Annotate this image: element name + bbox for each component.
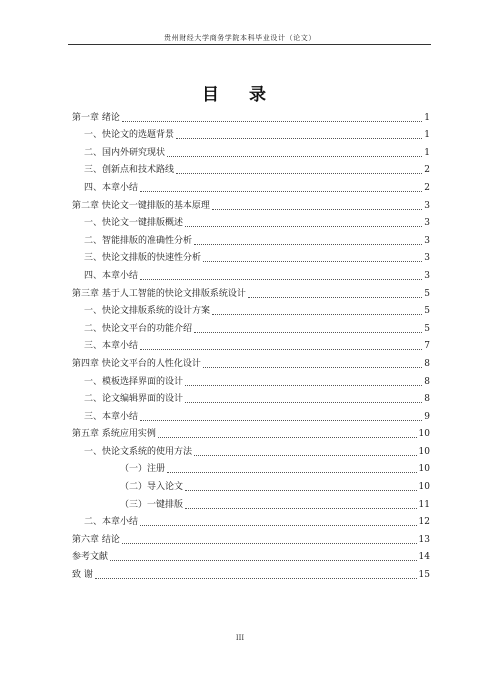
dot-leader bbox=[185, 490, 417, 491]
toc-entry[interactable] bbox=[72, 475, 430, 493]
dot-leader bbox=[212, 314, 422, 315]
toc-entry[interactable] bbox=[72, 106, 430, 124]
toc-entry[interactable] bbox=[72, 247, 430, 265]
toc-entry[interactable] bbox=[72, 352, 430, 370]
toc-entry[interactable] bbox=[72, 176, 430, 194]
toc-entry[interactable] bbox=[72, 124, 430, 142]
toc-entry-label: 第一章 绪论 bbox=[72, 112, 120, 123]
toc-entry-label: 第三章 基于人工智能的快论文排版系统设计 bbox=[72, 288, 246, 299]
toc-entry-page: 15 bbox=[418, 570, 430, 581]
dot-leader bbox=[176, 138, 422, 139]
toc-entry[interactable] bbox=[72, 317, 430, 335]
toc-entry-page: 10 bbox=[418, 446, 430, 457]
toc-entry[interactable] bbox=[72, 300, 430, 318]
toc-entry[interactable] bbox=[72, 388, 430, 406]
toc-entry[interactable] bbox=[72, 440, 430, 458]
dot-leader bbox=[194, 455, 417, 456]
toc-entry-page: 11 bbox=[418, 499, 430, 510]
toc-entry-page: 13 bbox=[418, 534, 430, 545]
dot-leader bbox=[140, 349, 422, 350]
toc-entry-label: 第二章 快论文一键排版的基本原理 bbox=[72, 200, 210, 211]
toc-entry-label: 一、快论文的选题背景 bbox=[84, 130, 175, 141]
toc-entry-page: 1 bbox=[424, 147, 430, 158]
toc-entry[interactable] bbox=[72, 405, 430, 423]
toc-entry-page: 14 bbox=[418, 552, 430, 563]
toc-entry-page: 2 bbox=[424, 165, 430, 176]
toc-entry-page: 1 bbox=[424, 112, 430, 123]
toc-entry-label: 三、创新点和技术路线 bbox=[84, 165, 175, 176]
dot-leader bbox=[122, 121, 422, 122]
toc-entry-label: 致 谢 bbox=[72, 570, 93, 581]
running-header: 贵州财经大学商务学院本科毕业设计（论文） bbox=[164, 34, 316, 42]
dot-leader bbox=[176, 173, 422, 174]
toc-entry-page: 5 bbox=[424, 323, 430, 334]
toc-entry-page: 7 bbox=[424, 341, 430, 352]
toc-entry-page: 10 bbox=[418, 482, 430, 493]
toc-entry[interactable] bbox=[72, 141, 430, 159]
toc-entry-label: 一、快论文系统的使用方法 bbox=[84, 446, 193, 457]
dot-leader bbox=[140, 191, 422, 192]
toc-entry-label: 四、本章小结 bbox=[84, 270, 139, 281]
dot-leader bbox=[185, 402, 422, 403]
toc-entry-page: 5 bbox=[424, 288, 430, 299]
toc-entry-label: 一、快论文一键排版概述 bbox=[84, 218, 184, 229]
dot-leader bbox=[110, 560, 417, 561]
dot-leader bbox=[167, 472, 417, 473]
toc-entry[interactable] bbox=[72, 546, 430, 564]
dot-leader bbox=[203, 261, 422, 262]
dot-leader bbox=[158, 437, 417, 438]
toc-entry[interactable] bbox=[72, 528, 430, 546]
toc-entry-page: 3 bbox=[424, 218, 430, 229]
toc-entry[interactable] bbox=[72, 511, 430, 529]
toc-entry-page: 3 bbox=[424, 270, 430, 281]
toc-entry[interactable] bbox=[72, 493, 430, 511]
dot-leader bbox=[167, 156, 422, 157]
toc-entry[interactable] bbox=[72, 335, 430, 353]
toc-entry-page: 5 bbox=[424, 306, 430, 317]
dot-leader bbox=[203, 367, 422, 368]
dot-leader bbox=[194, 244, 422, 245]
dot-leader bbox=[185, 226, 422, 227]
dot-leader bbox=[140, 420, 422, 421]
toc-entry-label: 三、本章小结 bbox=[84, 341, 139, 352]
toc-entry[interactable] bbox=[72, 264, 430, 282]
dot-leader bbox=[140, 525, 417, 526]
dot-leader bbox=[185, 385, 422, 386]
dot-leader bbox=[248, 297, 422, 298]
toc-entry-label: 二、智能排版的准确性分析 bbox=[84, 235, 193, 246]
toc-entry-page: 2 bbox=[424, 182, 430, 193]
dot-leader bbox=[194, 332, 422, 333]
toc-entry-label: 参考文献 bbox=[72, 552, 109, 563]
toc-entry-label: 四、本章小结 bbox=[84, 182, 139, 193]
toc-entry[interactable] bbox=[72, 282, 430, 300]
toc-entry-label: （一）注册 bbox=[120, 464, 166, 475]
toc-entry-label: （三）一键排版 bbox=[120, 499, 184, 510]
toc-entry-label: 第五章 系统应用实例 bbox=[72, 429, 156, 440]
toc-entry[interactable] bbox=[72, 212, 430, 230]
toc-entry[interactable] bbox=[72, 563, 430, 581]
toc-entry-label: 二、快论文平台的功能介绍 bbox=[84, 323, 193, 334]
toc-entry-page: 10 bbox=[418, 429, 430, 440]
toc-entry-page: 8 bbox=[424, 394, 430, 405]
toc-entry-page: 9 bbox=[424, 411, 430, 422]
toc-entry-label: 二、国内外研究现状 bbox=[84, 147, 166, 158]
toc-entry[interactable] bbox=[72, 458, 430, 476]
toc-entry-page: 3 bbox=[424, 235, 430, 246]
dot-leader bbox=[185, 508, 417, 509]
toc-entry-label: 三、快论文排版的快速性分析 bbox=[84, 253, 202, 264]
toc-entry-label: 第四章 快论文平台的人性化设计 bbox=[72, 358, 201, 369]
toc-entry-label: 二、论文编辑界面的设计 bbox=[84, 394, 184, 405]
toc-entry[interactable] bbox=[72, 370, 430, 388]
toc-entry-label: 第六章 结论 bbox=[72, 534, 120, 545]
toc-entry-label: 二、本章小结 bbox=[84, 517, 139, 528]
toc-entry[interactable] bbox=[72, 159, 430, 177]
toc-entry-label: 一、快论文排版系统的设计方案 bbox=[84, 306, 211, 317]
toc-title: 目 录 bbox=[202, 85, 278, 105]
toc-entry-page: 8 bbox=[424, 376, 430, 387]
header-rule bbox=[68, 44, 431, 45]
dot-leader bbox=[140, 279, 422, 280]
dot-leader bbox=[122, 543, 417, 544]
toc-entry-page: 1 bbox=[424, 130, 430, 141]
toc-entry-page: 3 bbox=[424, 253, 430, 264]
table-of-contents bbox=[72, 106, 430, 581]
dot-leader bbox=[212, 209, 422, 210]
toc-entry[interactable] bbox=[72, 423, 430, 441]
toc-entry-page: 10 bbox=[418, 464, 430, 475]
page-number: III bbox=[235, 634, 245, 642]
toc-entry[interactable] bbox=[72, 194, 430, 212]
toc-entry-page: 12 bbox=[418, 517, 430, 528]
toc-entry[interactable] bbox=[72, 229, 430, 247]
toc-entry-label: 三、本章小结 bbox=[84, 411, 139, 422]
toc-entry-label: 一、模板选择界面的设计 bbox=[84, 376, 184, 387]
toc-entry-page: 8 bbox=[424, 358, 430, 369]
toc-entry-page: 3 bbox=[424, 200, 430, 211]
dot-leader bbox=[95, 578, 417, 579]
toc-entry-label: （二）导入论文 bbox=[120, 482, 184, 493]
